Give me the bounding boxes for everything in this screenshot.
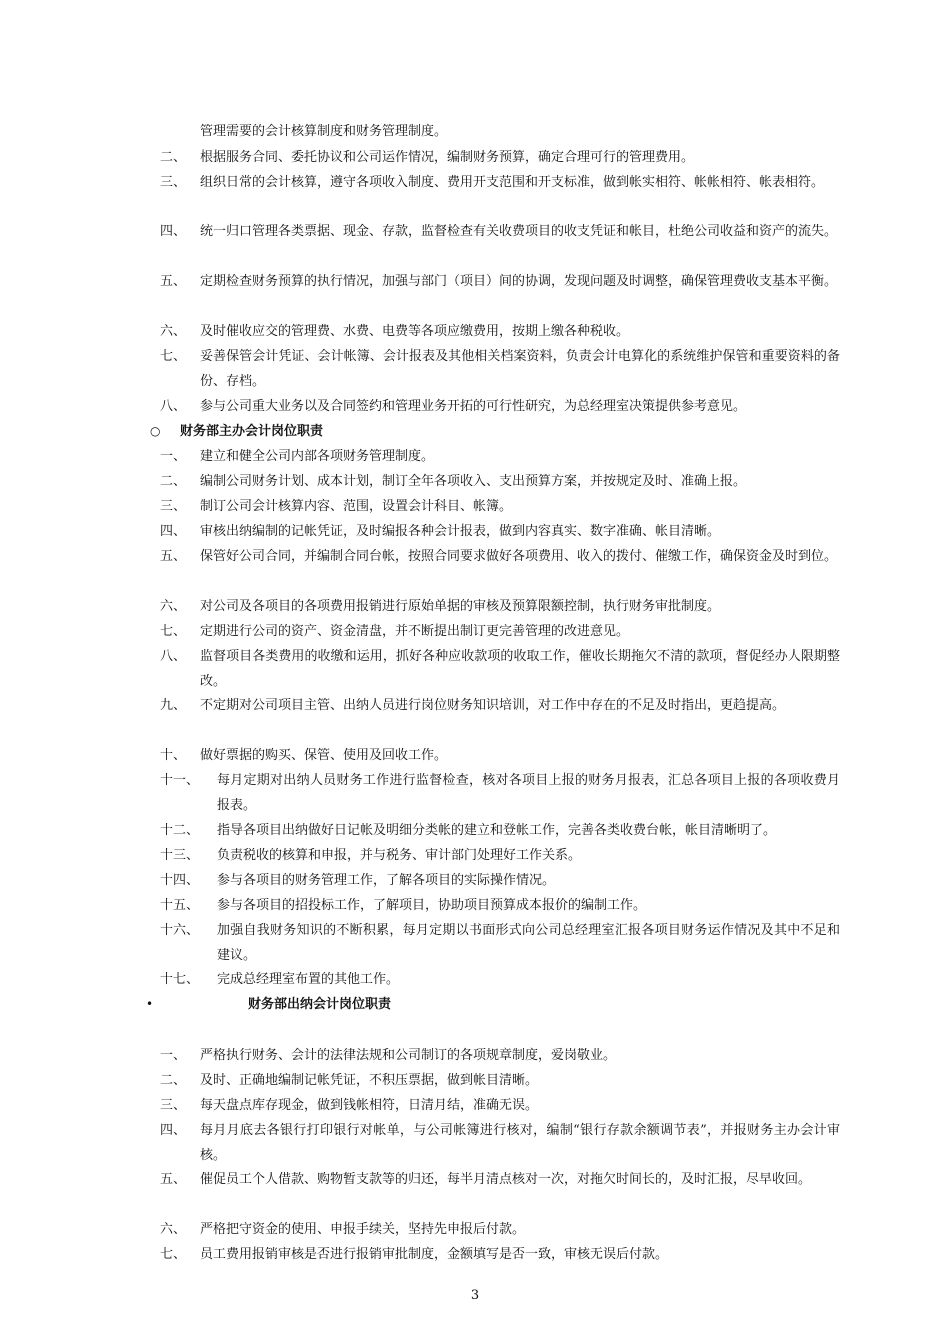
- item-number: 七、: [160, 349, 187, 364]
- list-item: [160, 594, 840, 619]
- item-text: 审核出纳编制的记帐凭证，及时编报各种会计报表，做到内容真实、数字准确、帐目清晰。: [200, 524, 721, 539]
- item-number: 六、: [160, 324, 187, 339]
- section-heading: 财务部出纳会计岗位职责: [248, 997, 392, 1012]
- item-text: 做好票据的购买、保管、使用及回收工作。: [200, 748, 448, 763]
- list-item: [160, 544, 840, 569]
- item-text: 统一归口管理各类票据、现金、存款，监督检查有关收费项目的收支凭证和帐目，杜绝公司收益和资产的流失。: [200, 224, 838, 239]
- item-number: 三、: [160, 1098, 187, 1113]
- item-number: 十、: [160, 748, 187, 763]
- item-text: 编制公司财务计划、成本计划，制订全年各项收入、支出预算方案，并按规定及时、准确上报。: [200, 474, 747, 489]
- list-item: [160, 768, 840, 818]
- list-item: [160, 1093, 840, 1118]
- list-item: [160, 319, 840, 344]
- item-number: 二、: [160, 474, 187, 489]
- list-item: [160, 918, 840, 968]
- list-item: [160, 843, 840, 868]
- item-text: 严格执行财务、会计的法律法规和公司制订的各项规章制度，爱岗敬业。: [200, 1048, 617, 1063]
- list-item: [160, 1167, 840, 1192]
- item-text: 完成总经理室布置的其他工作。: [217, 972, 400, 987]
- list-item: [160, 818, 840, 843]
- item-text: 制订公司会计核算内容、范围，设置会计科目、帐簿。: [200, 499, 513, 514]
- item-number: 五、: [160, 1172, 187, 1187]
- list-item: [160, 1242, 840, 1267]
- item-number: 四、: [160, 524, 187, 539]
- item-number: 七、: [160, 624, 187, 639]
- page-number: 3: [470, 1288, 480, 1303]
- item-text: 妥善保管会计凭证、会计帐簿、会计报表及其他相关档案资料，负责会计电算化的系统维护保管和重要资料的备份、存档。: [200, 349, 840, 389]
- item-number: 四、: [160, 1123, 187, 1138]
- item-number: 二、: [160, 150, 187, 165]
- list-item: [160, 967, 840, 992]
- item-number: 一、: [160, 1048, 187, 1063]
- item-text: 监督项目各类费用的收缴和运用，抓好各种应收款项的收取工作，催收长期拖欠不清的款项，督促经办人限期整改。: [200, 649, 840, 689]
- item-number: 八、: [160, 649, 187, 664]
- item-number: 九、: [160, 698, 187, 713]
- list-item: [160, 1118, 840, 1168]
- list-item: [160, 344, 840, 394]
- item-text: 对公司及各项目的各项费用报销进行原始单据的审核及预算限额控制，执行财务审批制度。: [200, 599, 721, 614]
- item-number: 十七、: [160, 972, 200, 987]
- item-text: 不定期对公司项目主管、出纳人员进行岗位财务知识培训，对工作中存在的不足及时指出，更趋提高。: [200, 698, 786, 713]
- list-item: [160, 868, 840, 893]
- list-item: [160, 519, 840, 544]
- hollow-bullet-icon: ○: [150, 424, 161, 438]
- list-item: [160, 394, 840, 419]
- item-text: 催促员工个人借款、购物暂支款等的归还，每半月清点核对一次，对拖欠时间长的，及时汇报，尽早收回。: [200, 1172, 812, 1187]
- item-number: 十一、: [160, 773, 200, 788]
- item-number: 十四、: [160, 873, 200, 888]
- list-item: [160, 743, 840, 768]
- item-text: 定期进行公司的资产、资金清盘，并不断提出制订更完善管理的改进意见。: [200, 624, 630, 639]
- item-text: 参与各项目的财务管理工作，了解各项目的实际操作情况。: [217, 873, 556, 888]
- item-text: 员工费用报销审核是否进行报销审批制度，金额填写是否一致，审核无误后付款。: [200, 1247, 669, 1262]
- item-text: 参与公司重大业务以及合同签约和管理业务开拓的可行性研究，为总经理室决策提供参考意见。: [200, 399, 747, 414]
- item-number: 三、: [160, 499, 187, 514]
- continuation-text: 管理需要的会计核算制度和财务管理制度。: [200, 124, 448, 139]
- item-number: 三、: [160, 175, 187, 190]
- item-number: 十二、: [160, 823, 200, 838]
- list-item: [160, 219, 840, 244]
- item-number: 八、: [160, 399, 187, 414]
- item-text: 指导各项目出纳做好日记帐及明细分类帐的建立和登帐工作，完善各类收费台帐，帐目清晰明了。: [217, 823, 777, 838]
- item-text: 负责税收的核算和申报，并与税务、审计部门处理好工作关系。: [217, 848, 582, 863]
- item-number: 五、: [160, 549, 187, 564]
- section-heading: 财务部主办会计岗位职责: [180, 424, 324, 439]
- item-text: 及时、正确地编制记帐凭证，不积压票据，做到帐目清晰。: [200, 1073, 539, 1088]
- list-item: [160, 469, 840, 494]
- item-number: 七、: [160, 1247, 187, 1262]
- item-text: 严格把守资金的使用、申报手续关，坚持先申报后付款。: [200, 1222, 526, 1237]
- list-item: [160, 619, 840, 644]
- item-number: 四、: [160, 224, 187, 239]
- item-text: 建立和健全公司内部各项财务管理制度。: [200, 449, 435, 464]
- list-item: [160, 1043, 840, 1068]
- list-item: [160, 170, 840, 195]
- list-item: [160, 1068, 840, 1093]
- bullet-icon: •: [146, 997, 154, 1011]
- item-number: 六、: [160, 599, 187, 614]
- list-item: [160, 893, 840, 918]
- item-text: 每月月底去各银行打印银行对帐单，与公司帐簿进行核对，编制“银行存款余额调节表”，并报财务主办会计审核。: [200, 1123, 840, 1163]
- list-item: [160, 269, 840, 294]
- item-text: 定期检查财务预算的执行情况，加强与部门（项目）间的协调，发现问题及时调整，确保管理费收支基本平衡。: [200, 274, 838, 289]
- item-text: 及时催收应交的管理费、水费、电费等各项应缴费用，按期上缴各种税收。: [200, 324, 630, 339]
- item-number: 十五、: [160, 898, 200, 913]
- item-text: 加强自我财务知识的不断积累，每月定期以书面形式向公司总经理室汇报各项目财务运作情况及其中不足和建议。: [217, 923, 840, 963]
- list-item: [160, 494, 840, 519]
- item-number: 六、: [160, 1222, 187, 1237]
- list-item: [160, 1217, 840, 1242]
- item-number: 一、: [160, 449, 187, 464]
- item-number: 五、: [160, 274, 187, 289]
- item-text: 参与各项目的招投标工作，了解项目，协助项目预算成本报价的编制工作。: [217, 898, 647, 913]
- item-text: 组织日常的会计核算，遵守各项收入制度、费用开支范围和开支标准，做到帐实相符、帐帐相符、帐表相符。: [200, 175, 825, 190]
- item-text: 根据服务合同、委托协议和公司运作情况，编制财务预算，确定合理可行的管理费用。: [200, 150, 695, 165]
- item-text: 每天盘点库存现金，做到钱帐相符，日清月结，准确无误。: [200, 1098, 539, 1113]
- item-text: 每月定期对出纳人员财务工作进行监督检查，核对各项目上报的财务月报表，汇总各项目上报的各项收费月报表。: [217, 773, 840, 813]
- item-number: 二、: [160, 1073, 187, 1088]
- list-item: [160, 693, 840, 718]
- list-item: [160, 644, 840, 694]
- list-item: [160, 444, 840, 469]
- item-number: 十三、: [160, 848, 200, 863]
- item-text: 保管好公司合同，并编制合同台帐，按照合同要求做好各项费用、收入的拨付、催缴工作，确保资金及时到位。: [200, 549, 838, 564]
- item-number: 十六、: [160, 923, 200, 938]
- list-item: [160, 145, 840, 170]
